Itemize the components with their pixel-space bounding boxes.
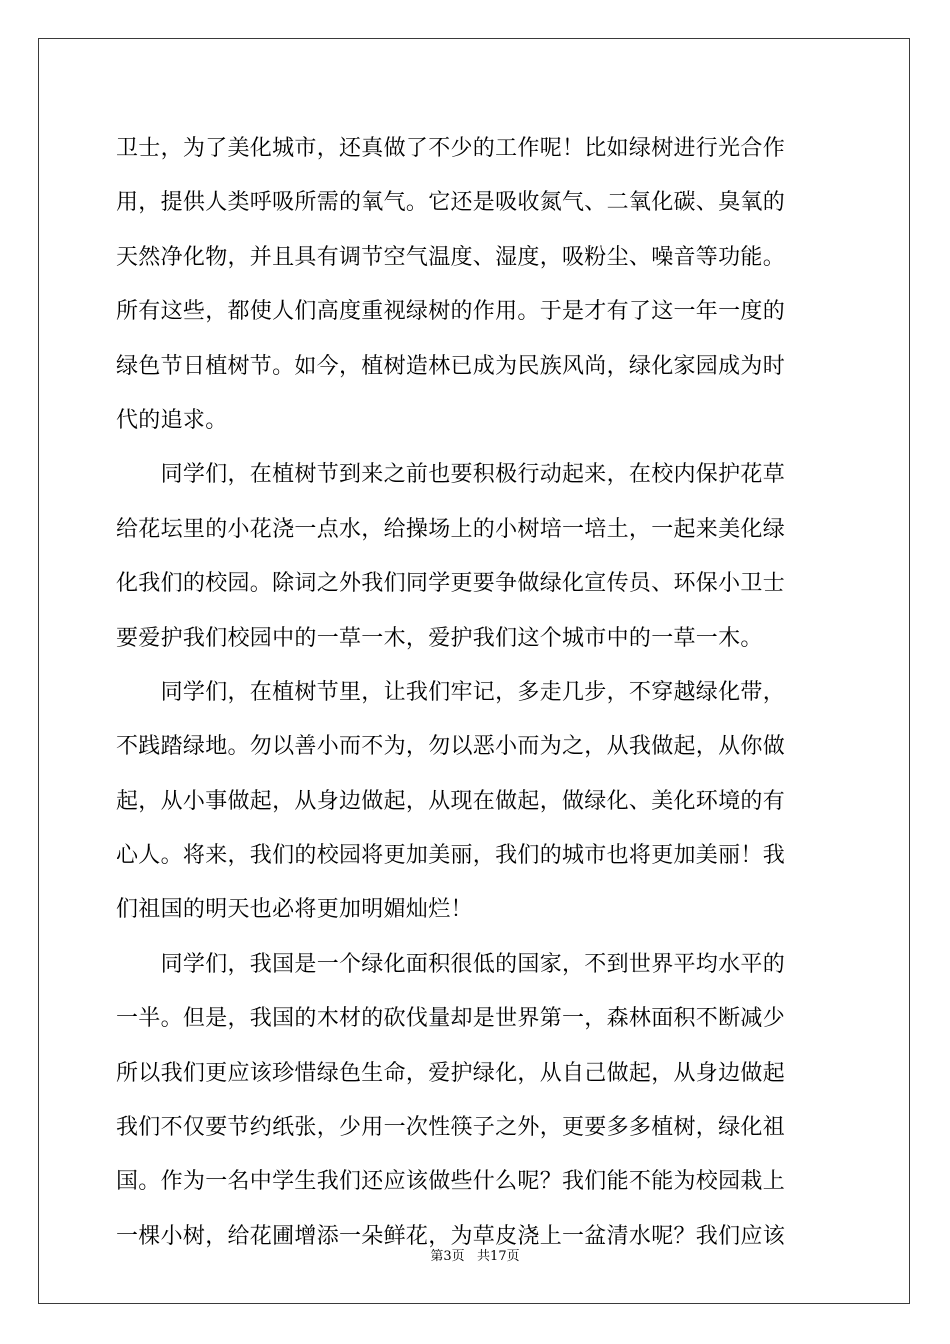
text-line: 卫士，为了美化城市，还真做了不少的工作呢！比如绿树进行光合作 — [116, 136, 786, 161]
text-line: 天然净化物，并且具有调节空气温度、湿度，吸粉尘、噪音等功能。 — [116, 244, 786, 270]
page-footer: 第3页 共17页 — [430, 1249, 520, 1264]
text-line: 代的追求。 — [116, 407, 228, 433]
document-body — [116, 122, 836, 1264]
text-line: 起，从小事做起，从身边做起，从现在做起，做绿化、美化环境的有 — [116, 788, 786, 814]
text-line: 绿色节日植树节。如今，植树造林已成为民族风尚，绿化家园成为时 — [116, 353, 786, 379]
text-line: 一半。但是，我国的木材的砍伐量却是世界第一，森林面积不断减少 — [116, 1006, 786, 1032]
text-line: 心人。将来，我们的校园将更加美丽，我们的城市也将更加美丽！我 — [116, 843, 786, 869]
text-line: 用，提供人类呼吸所需的氧气。它还是吸收氮气、二氧化碳、臭氧的 — [116, 190, 786, 216]
text-line: 同学们，在植树节到来之前也要积极行动起来，在校内保护花草 — [116, 462, 786, 488]
text-line: 要爱护我们校园中的一草一木，爱护我们这个城市中的一草一木。 — [116, 625, 763, 651]
text-line: 给花坛里的小花浇一点水，给操场上的小树培一培土，一起来美化绿 — [116, 516, 786, 542]
text-line: 我们不仅要节约纸张，少用一次性筷子之外，更要多多植树，绿化祖 — [116, 1115, 786, 1141]
text-line: 一棵小树，给花圃增添一朵鲜花，为草皮浇上一盆清水呢？我们应该 — [116, 1223, 786, 1249]
text-line: 所有这些，都使人们高度重视绿树的作用。于是才有了这一年一度的 — [116, 299, 786, 325]
text-line: 同学们，我国是一个绿化面积很低的国家，不到世界平均水平的 — [116, 951, 786, 977]
text-line: 所以我们更应该珍惜绿色生命，爱护绿化，从自己做起，从身边做起 — [116, 1060, 786, 1086]
text-line: 化我们的校园。除词之外我们同学更要争做绿化宣传员、环保小卫士 — [116, 571, 786, 597]
text-line: 不践踏绿地。勿以善小而不为，勿以恶小而为之，从我做起，从你做 — [116, 734, 786, 760]
text-line: 们祖国的明天也必将更加明媚灿烂！ — [116, 897, 473, 923]
text-line: 国。作为一名中学生我们还应该做些什么呢？我们能不能为校园栽上 — [116, 1169, 786, 1195]
text-line: 同学们，在植树节里，让我们牢记，多走几步，不穿越绿化带， — [116, 679, 786, 705]
